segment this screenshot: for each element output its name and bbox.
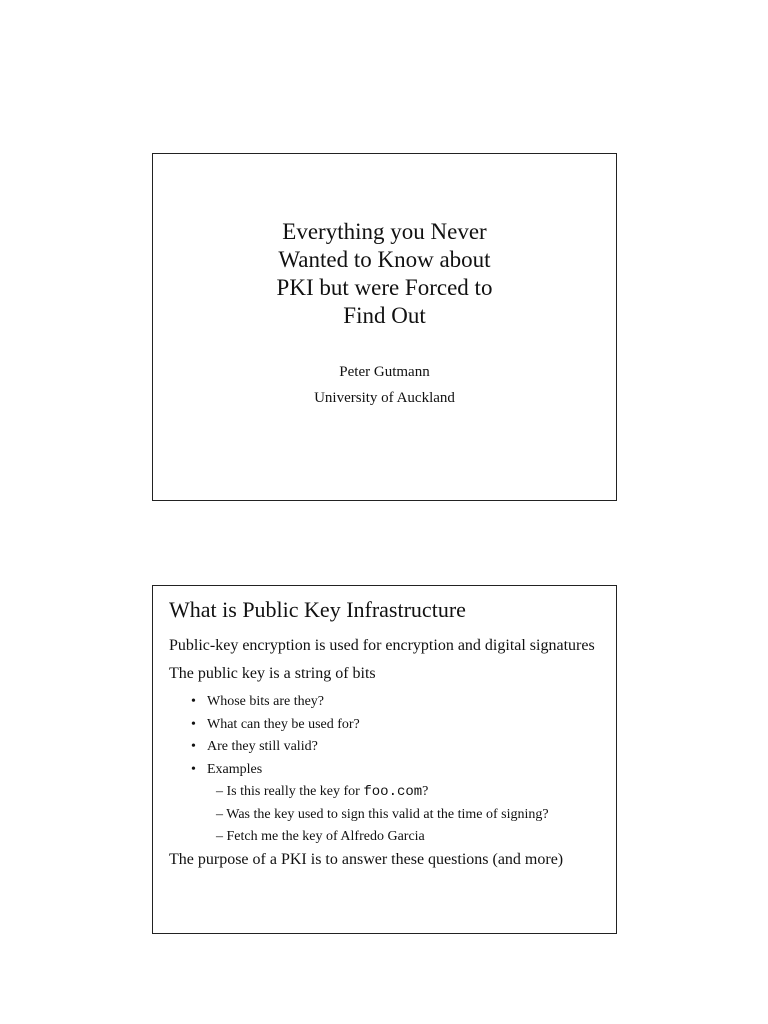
body-paragraph: The purpose of a PKI is to answer these questions (and more) — [169, 850, 564, 868]
bullet-text: Examples — [207, 761, 263, 777]
title-line: Find Out — [343, 303, 426, 328]
bullet-item — [191, 691, 602, 714]
bullet-icon: • — [191, 716, 196, 732]
sub-bullet-text: ? — [422, 784, 429, 799]
slide-pki-intro — [152, 585, 617, 934]
title-line: PKI but were Forced to — [276, 275, 493, 300]
bullet-icon: • — [191, 694, 196, 709]
slide-body — [169, 596, 602, 877]
body-paragraph: The public key is a string of bits — [169, 665, 376, 682]
sub-bullet-list — [207, 781, 602, 849]
bullet-icon: • — [191, 739, 196, 754]
bullet-list — [169, 691, 602, 849]
bullet-item — [191, 759, 602, 849]
sub-bullet-item — [207, 781, 602, 804]
title-line: Wanted to Know about — [278, 247, 491, 272]
presentation-title — [153, 218, 616, 330]
bullet-item — [191, 714, 602, 737]
body-paragraph: Public-key encryption is used for encryption and digital signatures — [169, 637, 595, 654]
author-affiliation: University of Auckland — [314, 390, 455, 406]
title-line: Everything you Never — [282, 219, 487, 244]
domain-code: foo.com — [363, 784, 423, 800]
dash-icon: – — [216, 784, 223, 799]
bullet-icon: • — [191, 761, 196, 777]
sub-bullet-text: Is this really the key for — [226, 784, 364, 799]
author-name: Peter Gutmann — [339, 364, 430, 380]
bullet-text: What can they be used for? — [207, 716, 360, 732]
dash-icon: – — [216, 806, 223, 822]
bullet-item — [191, 736, 602, 759]
sub-bullet-item — [207, 804, 602, 827]
sub-bullet-text: Fetch me the key of Alfredo Garcia — [226, 829, 425, 844]
slide-title — [152, 153, 617, 501]
bullet-text: Are they still valid? — [207, 739, 318, 754]
slide-heading: What is Public Key Infrastructure — [169, 597, 466, 622]
dash-icon: – — [216, 829, 223, 844]
sub-bullet-item — [207, 826, 602, 849]
sub-bullet-text: Was the key used to sign this valid at the time of signing? — [226, 806, 549, 822]
bullet-text: Whose bits are they? — [207, 694, 325, 709]
